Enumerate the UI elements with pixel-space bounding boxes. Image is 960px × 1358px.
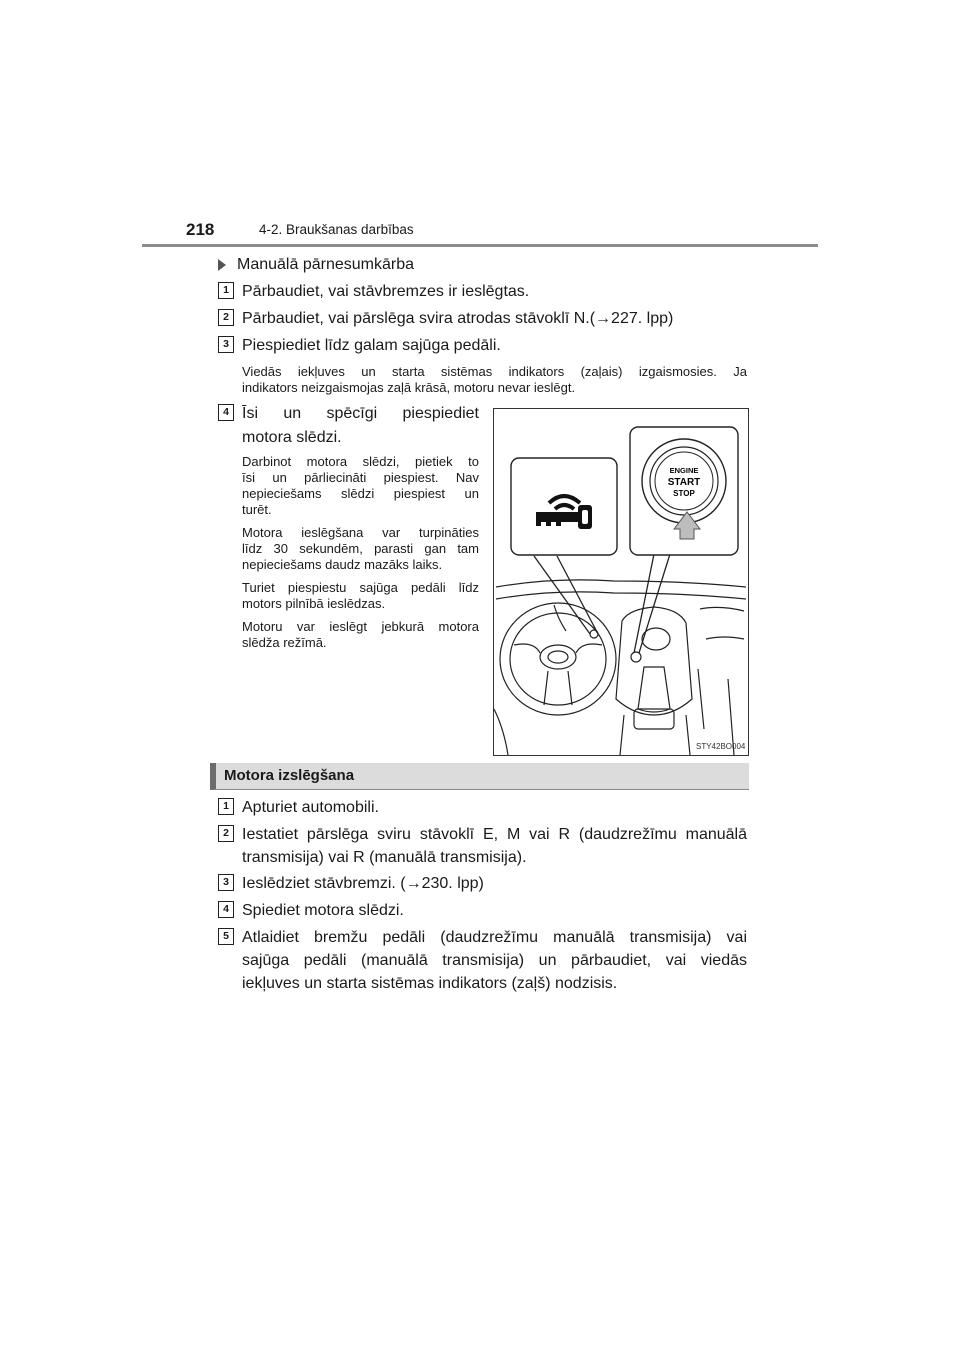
step-text: Spiediet motora slēdzi. [242,902,404,919]
note-line: Motora ieslēgšana var turpināties [242,525,479,540]
step-number: 4 [218,404,234,421]
note-line: turēt. [242,502,272,517]
note-line: īsi un pārliecināti piespiest. Nav [242,470,479,485]
dashboard-illustration [493,408,749,756]
step-text: motora slēdzi. [242,429,342,446]
section-header-title: Motora izslēgšana [224,767,355,784]
note-line: Darbinot motora slēdzi, pietiek to [242,454,479,469]
engine-start-stop-button [642,439,726,523]
note-line: nepieciešams slēdzi piespiest un [242,486,479,501]
note-line: Turiet piespiestu sajūga pedāli līdz [242,580,479,595]
step-text: Apturiet automobili. [242,799,379,816]
note-line: motors pilnībā ieslēdzas. [242,596,386,611]
step-number: 5 [218,928,234,945]
step-text: Pārbaudiet, vai pārslēga svira atrodas stāvoklī N.(→227. lpp) [242,310,674,327]
step-text: sajūga pedāli (manuālā transmisija) un pārbaudiet, vai viedās [242,952,747,969]
step-text: Piespiediet līdz galam sajūga pedāli. [242,337,501,354]
step-text: Atlaidiet bremžu pedāli (daudzrežīmu manuālā transmisija) vai [242,929,747,946]
note-line: slēdža režīmā. [242,635,327,650]
step-number: 2 [218,825,234,842]
step4-notes [242,454,479,651]
step-text: Iestatiet pārslēga sviru stāvoklī E, M vai R (daudzrežīmu manuālā [242,826,747,843]
step-number: 4 [218,901,234,918]
note-text: indikators neizgaismojas zaļā krāsā, motoru nevar ieslēgt. [242,380,576,395]
note-text: Viedās iekļuves un starta sistēmas indikators (zaļais) izgaismosies. Ja [242,364,747,379]
button-text-start: START [667,477,701,488]
button-text-stop: STOP [673,489,695,498]
header-rule [142,244,818,247]
subsection-title: Manuālā pārnesumkārba [237,256,414,273]
dashboard-drawing [494,409,748,755]
step-text: transmisija) vai R (manuālā transmisija). [242,849,527,866]
step-number: 3 [218,874,234,891]
step-text: Pārbaudiet, vai stāvbremzes ir ieslēgtas. [242,283,530,300]
figure-caption: STY42BO004 [696,742,746,751]
step-number: 1 [218,798,234,815]
page-number: 218 [186,220,215,239]
button-text-engine: ENGINE [669,466,699,475]
note-line: līdz 30 sekundēm, parasti gan tam [242,541,479,556]
step-text: Ieslēdziet stāvbremzi. (→230. lpp) [242,875,484,892]
step-text: Īsi un spēcīgi piespiediet [242,405,479,422]
step-number: 2 [218,309,234,326]
note-line: nepieciešams daudz mazāks laiks. [242,557,443,572]
note-line: Motoru var ieslēgt jebkurā motora [242,619,479,634]
triangle-bullet-icon [218,259,226,271]
section-title: 4-2. Braukšanas darbības [259,222,414,237]
step-number: 1 [218,282,234,299]
step-number: 3 [218,336,234,353]
step-text: iekļuves un starta sistēmas indikators (zaļš) nodzisis. [242,975,618,992]
